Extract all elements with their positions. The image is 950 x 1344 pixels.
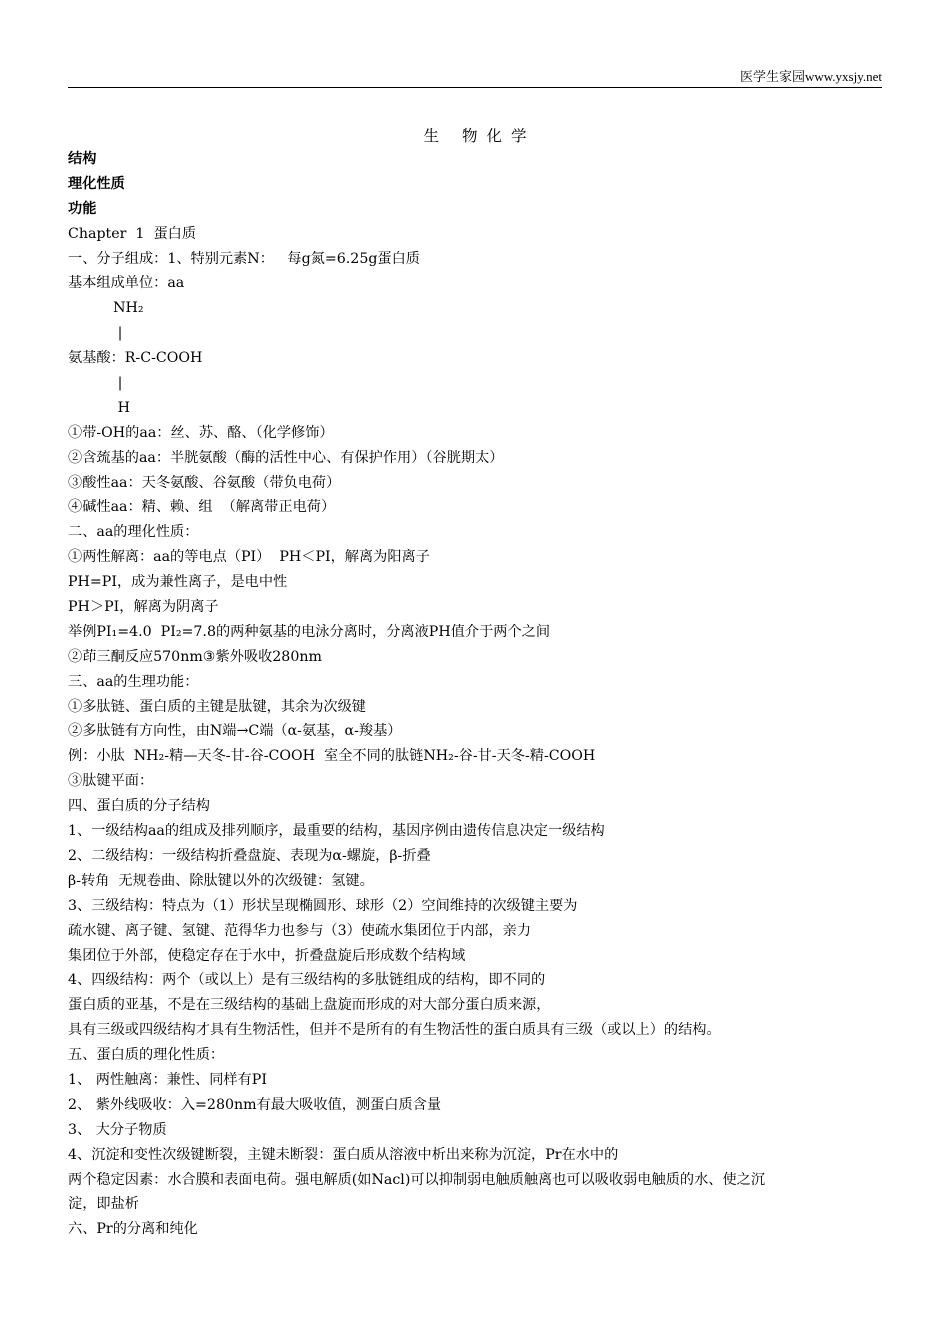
header-rule: [68, 87, 882, 88]
text-line: 3、 大分子物质: [68, 1121, 167, 1138]
text-line: NH₂: [68, 300, 144, 317]
text-line: PH＞PI，解离为阴离子: [68, 599, 219, 616]
text-line: 氨基酸：R-C-COOH: [68, 350, 203, 367]
text-line: |: [68, 375, 123, 392]
text-line: 4、沉淀和变性次级键断裂，主键未断裂：蛋白质从溶液中析出来称为沉淀，Pr在水中的: [68, 1146, 619, 1163]
text-line: ③酸性aa：天冬氨酸、谷氨酸（带负电荷）: [68, 474, 341, 491]
text-line: 举例PI₁=4.0 PI₂=7.8的两种氨基的电泳分离时，分离液PH值介于两个之间: [68, 623, 551, 640]
text-line: 具有三级或四级结构才具有生物活性，但并不是所有的有生物活性的蛋白质具有三级（或以上）的结构。: [68, 1022, 721, 1039]
text-line: 疏水键、离子键、氢键、范得华力也参与（3）使疏水集团位于内部，亲力: [68, 922, 532, 939]
text-line: 四、蛋白质的分子结构: [68, 798, 210, 815]
text-line: 两个稳定因素：水合膜和表面电荷。强电解质(如Nacl)可以抑制弱电触质触离也可以吸收弱电触质的水、使之沉: [68, 1171, 766, 1188]
text-line: 集团位于外部，使稳定存在于水中，折叠盘旋后形成数个结构域: [68, 947, 466, 964]
page-title: 生 物化学: [423, 127, 536, 145]
section-label: 功能: [68, 200, 97, 217]
text-line: ①带-OH的aa：丝、苏、酪、（化学修饰）: [68, 424, 334, 441]
text-line: 三、aa的生理功能：: [68, 673, 199, 690]
text-line: 六、Pr的分离和纯化: [68, 1221, 198, 1238]
text-line: ②含巯基的aa：半胱氨酸（酶的活性中心、有保护作用）（谷胱期太）: [68, 449, 504, 466]
text-line: ③肽键平面：: [68, 773, 154, 790]
page-header: 医学生家园www.yxsjy.net: [739, 69, 882, 84]
text-line: ②茚三酮反应570nm③紫外吸收280nm: [68, 648, 322, 665]
section-label: 理化性质: [68, 175, 125, 192]
text-line: ②多肽链有方向性，由N端→C端（α-氨基，α-羧基）: [68, 723, 402, 740]
text-line: Chapter 1 蛋白质: [68, 225, 197, 242]
text-line: β-转角 无规卷曲、除肽键以外的次级键：氢键。: [68, 872, 374, 889]
section-label: 结构: [68, 151, 97, 167]
text-line: 例：小肽 NH₂-精—天冬-甘-谷-COOH 室全不同的肽链NH₂-谷-甘-天冬-精-COOH: [68, 748, 596, 765]
text-line: |: [68, 325, 123, 342]
text-line: 基本组成单位：aa: [68, 275, 185, 292]
document-body: [68, 147, 898, 1242]
text-line: 2、二级结构：一级结构折叠盘旋、表现为α-螺旋，β-折叠: [68, 847, 431, 864]
text-line: PH=PI，成为兼性离子，是电中性: [68, 574, 288, 591]
text-line: 淀，即盐析: [68, 1196, 139, 1213]
text-line: ①多肽链、蛋白质的主键是肽键，其余为次级键: [68, 698, 366, 715]
text-line: 3、三级结构：特点为（1）形状呈现椭圆形、球形（2）空间维持的次级键主要为: [68, 897, 578, 914]
text-line: 2、 紫外线吸收：入=280nm有最大吸收值，测蛋白质含量: [68, 1096, 442, 1113]
text-line: 二、aa的理化性质：: [68, 524, 199, 541]
text-line: H: [68, 399, 130, 416]
text-line: 1、 两性触离：兼性、同样有PI: [68, 1071, 267, 1088]
text-line: 一、分子组成：1、特别元素N： 每g氮=6.25g蛋白质: [68, 250, 420, 267]
text-line: ①两性解离：aa的等电点（PI） PH＜PI，解离为阳离子: [68, 549, 430, 566]
text-line: 1、一级结构aa的组成及排列顺序，最重要的结构，基因序例由遗传信息决定一级结构: [68, 823, 605, 840]
text-line: 五、蛋白质的理化性质：: [68, 1047, 225, 1064]
text-line: 4、四级结构：两个（或以上）是有三级结构的多肽链组成的结构，即不同的: [68, 972, 546, 989]
text-line: ④碱性aa：精、赖、组 （解离带正电荷）: [68, 499, 336, 516]
text-line: 蛋白质的亚基，不是在三级结构的基础上盘旋而形成的对大部分蛋白质来源，: [68, 997, 551, 1014]
